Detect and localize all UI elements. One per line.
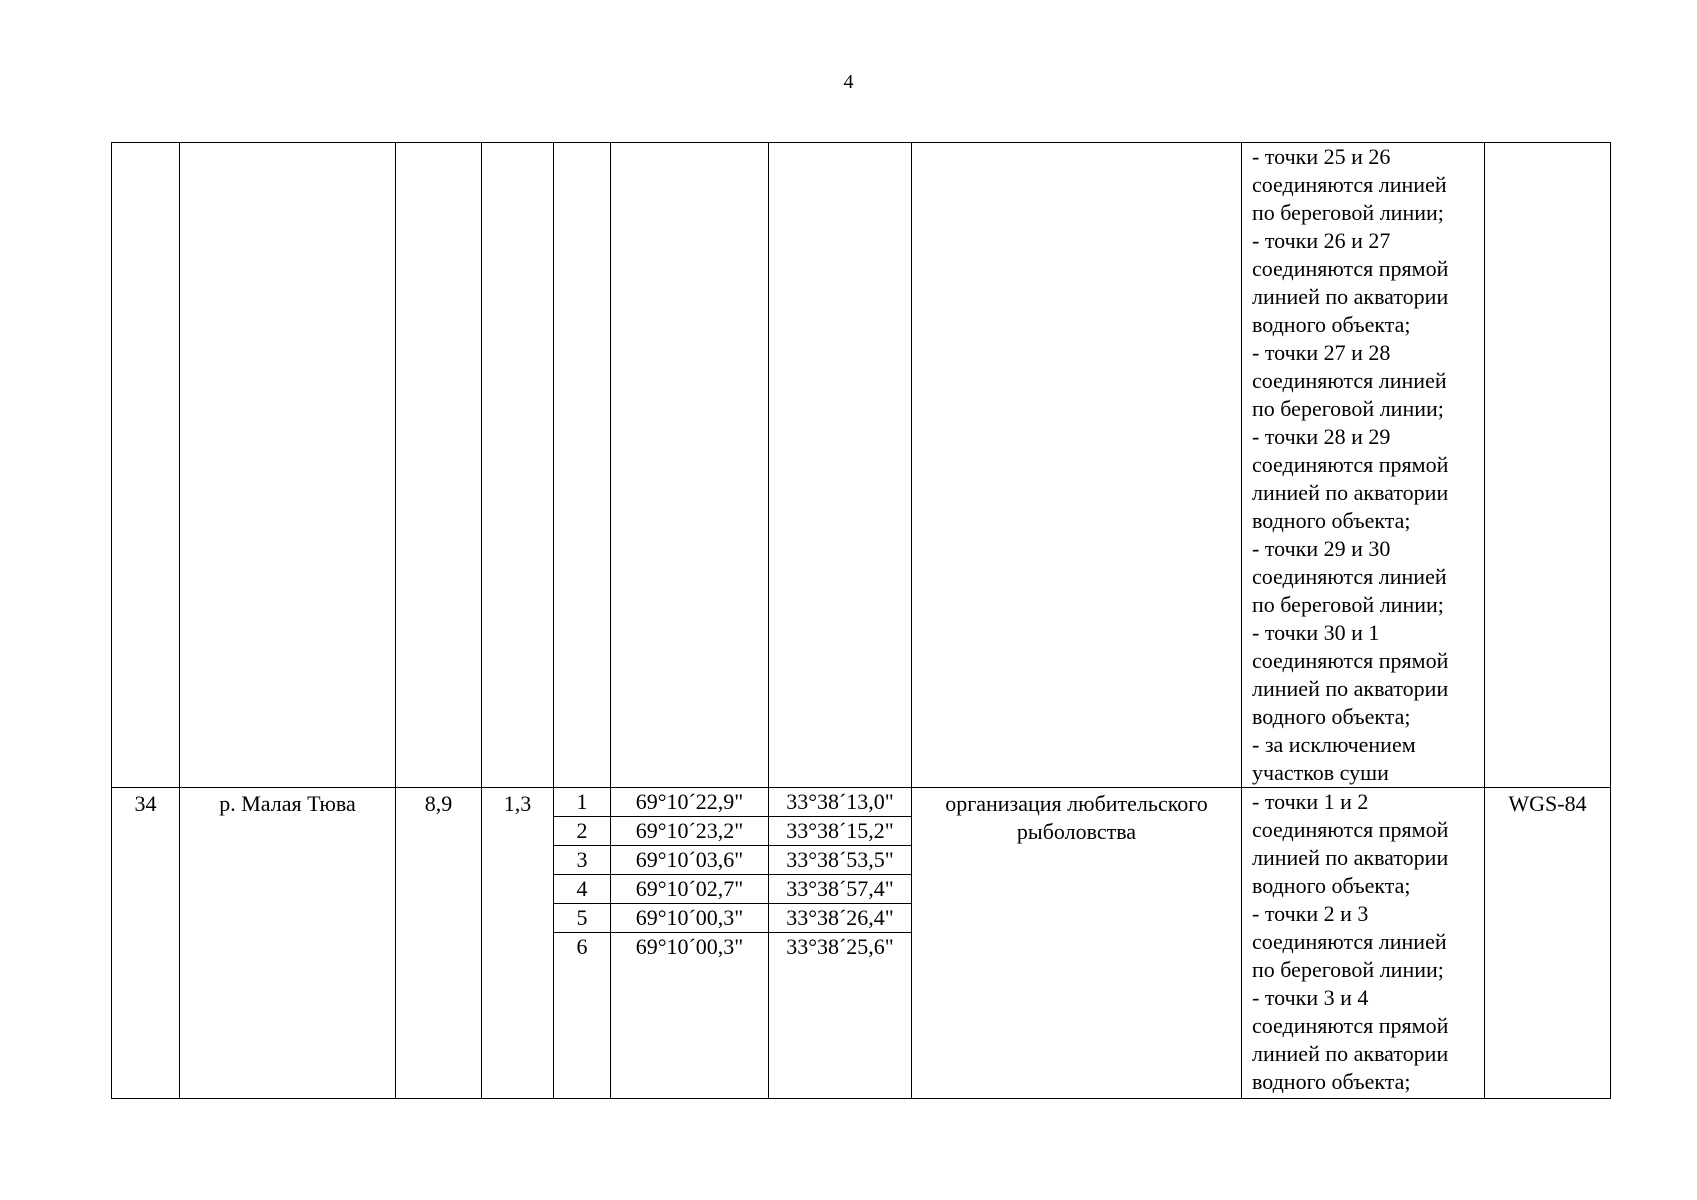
latitude: 69°10´02,7" (611, 875, 768, 904)
cell-empty (554, 143, 611, 788)
longitudes (769, 788, 911, 961)
boundary-notes-cell (1242, 143, 1485, 788)
latitude: 69°10´00,3" (611, 904, 768, 933)
latitude: 69°10´03,6" (611, 846, 768, 875)
note-line: - точки 3 и 4 (1252, 985, 1369, 1010)
note-line: линией по акватории (1252, 845, 1449, 870)
note-line: линией по акватории (1252, 480, 1449, 505)
note-line: - точки 30 и 1 (1252, 620, 1380, 645)
note-line: соединяются линией (1252, 172, 1447, 197)
longitude: 33°38´15,2" (769, 817, 911, 846)
note-line: линией по акватории (1252, 1041, 1449, 1066)
latitudes (611, 788, 768, 961)
water-body-area: 1,3 (482, 788, 554, 1099)
longitude-cell (769, 788, 912, 1099)
note-line: соединяются прямой (1252, 648, 1449, 673)
latitude-cell (611, 788, 769, 1099)
cell-empty (1485, 143, 1611, 788)
note-line: линией по акватории (1252, 284, 1449, 309)
point-number: 6 (554, 933, 610, 962)
note-line: линией по акватории (1252, 676, 1449, 701)
note-line: водного объекта; (1252, 873, 1411, 898)
note-line: соединяются прямой (1252, 817, 1449, 842)
point-numbers-cell (554, 788, 611, 1099)
latitude: 69°10´23,2" (611, 817, 768, 846)
water-body-name: р. Малая Тюва (180, 788, 396, 1099)
note-line: соединяются прямой (1252, 256, 1449, 281)
note-line: по береговой линии; (1252, 957, 1444, 982)
note-line: - за исключением (1252, 732, 1416, 757)
latitude: 69°10´00,3" (611, 933, 768, 962)
note-line: по береговой линии; (1252, 592, 1444, 617)
note-line: участков суши (1252, 760, 1389, 785)
point-number: 5 (554, 904, 610, 933)
point-number: 2 (554, 817, 610, 846)
entry-number: 34 (112, 788, 180, 1099)
purpose-line: рыболовства (1016, 819, 1137, 844)
longitude: 33°38´57,4" (769, 875, 911, 904)
note-line: водного объекта; (1252, 508, 1411, 533)
water-bodies-table (111, 142, 1611, 1099)
longitude: 33°38´26,4" (769, 904, 911, 933)
note-line: водного объекта; (1252, 1069, 1411, 1094)
cell-empty (112, 143, 180, 788)
cell-empty (180, 143, 396, 788)
note-line: соединяются прямой (1252, 452, 1449, 477)
cell-empty (912, 143, 1242, 788)
note-line: соединяются линией (1252, 368, 1447, 393)
point-number: 1 (576, 789, 588, 814)
longitude: 33°38´13,0" (786, 789, 894, 814)
note-line: - точки 25 и 26 (1252, 144, 1391, 169)
point-number: 4 (554, 875, 610, 904)
coordinate-system: WGS-84 (1485, 788, 1611, 1099)
note-line: по береговой линии; (1252, 200, 1444, 225)
water-body-length: 8,9 (396, 788, 482, 1099)
cell-empty (769, 143, 912, 788)
longitude: 33°38´53,5" (769, 846, 911, 875)
note-line: соединяются прямой (1252, 1013, 1449, 1038)
table-row-entry-34 (112, 788, 1611, 1099)
note-line: водного объекта; (1252, 312, 1411, 337)
note-line: - точки 28 и 29 (1252, 424, 1391, 449)
note-line: водного объекта; (1252, 704, 1411, 729)
point-numbers (554, 788, 610, 961)
purpose-line: организация любительского (945, 791, 1208, 816)
cell-empty (611, 143, 769, 788)
note-line: - точки 2 и 3 (1252, 901, 1369, 926)
note-line: - точки 27 и 28 (1252, 340, 1391, 365)
note-line: соединяются линией (1252, 564, 1447, 589)
note-line: - точки 1 и 2 (1252, 789, 1369, 814)
boundary-notes (1252, 143, 1478, 787)
note-line: - точки 29 и 30 (1252, 536, 1391, 561)
cell-empty (396, 143, 482, 788)
boundary-notes-cell (1242, 788, 1485, 1099)
purpose-cell (912, 788, 1242, 1099)
latitude: 69°10´22,9" (635, 789, 744, 814)
note-line: по береговой линии; (1252, 396, 1444, 421)
longitude: 33°38´25,6" (769, 933, 911, 962)
boundary-notes (1252, 788, 1478, 1096)
note-line: соединяются линией (1252, 929, 1447, 954)
note-line: - точки 26 и 27 (1252, 228, 1391, 253)
page-number: 4 (843, 71, 854, 93)
table-row-continuation (112, 143, 1611, 788)
cell-empty (482, 143, 554, 788)
point-number: 3 (554, 846, 610, 875)
